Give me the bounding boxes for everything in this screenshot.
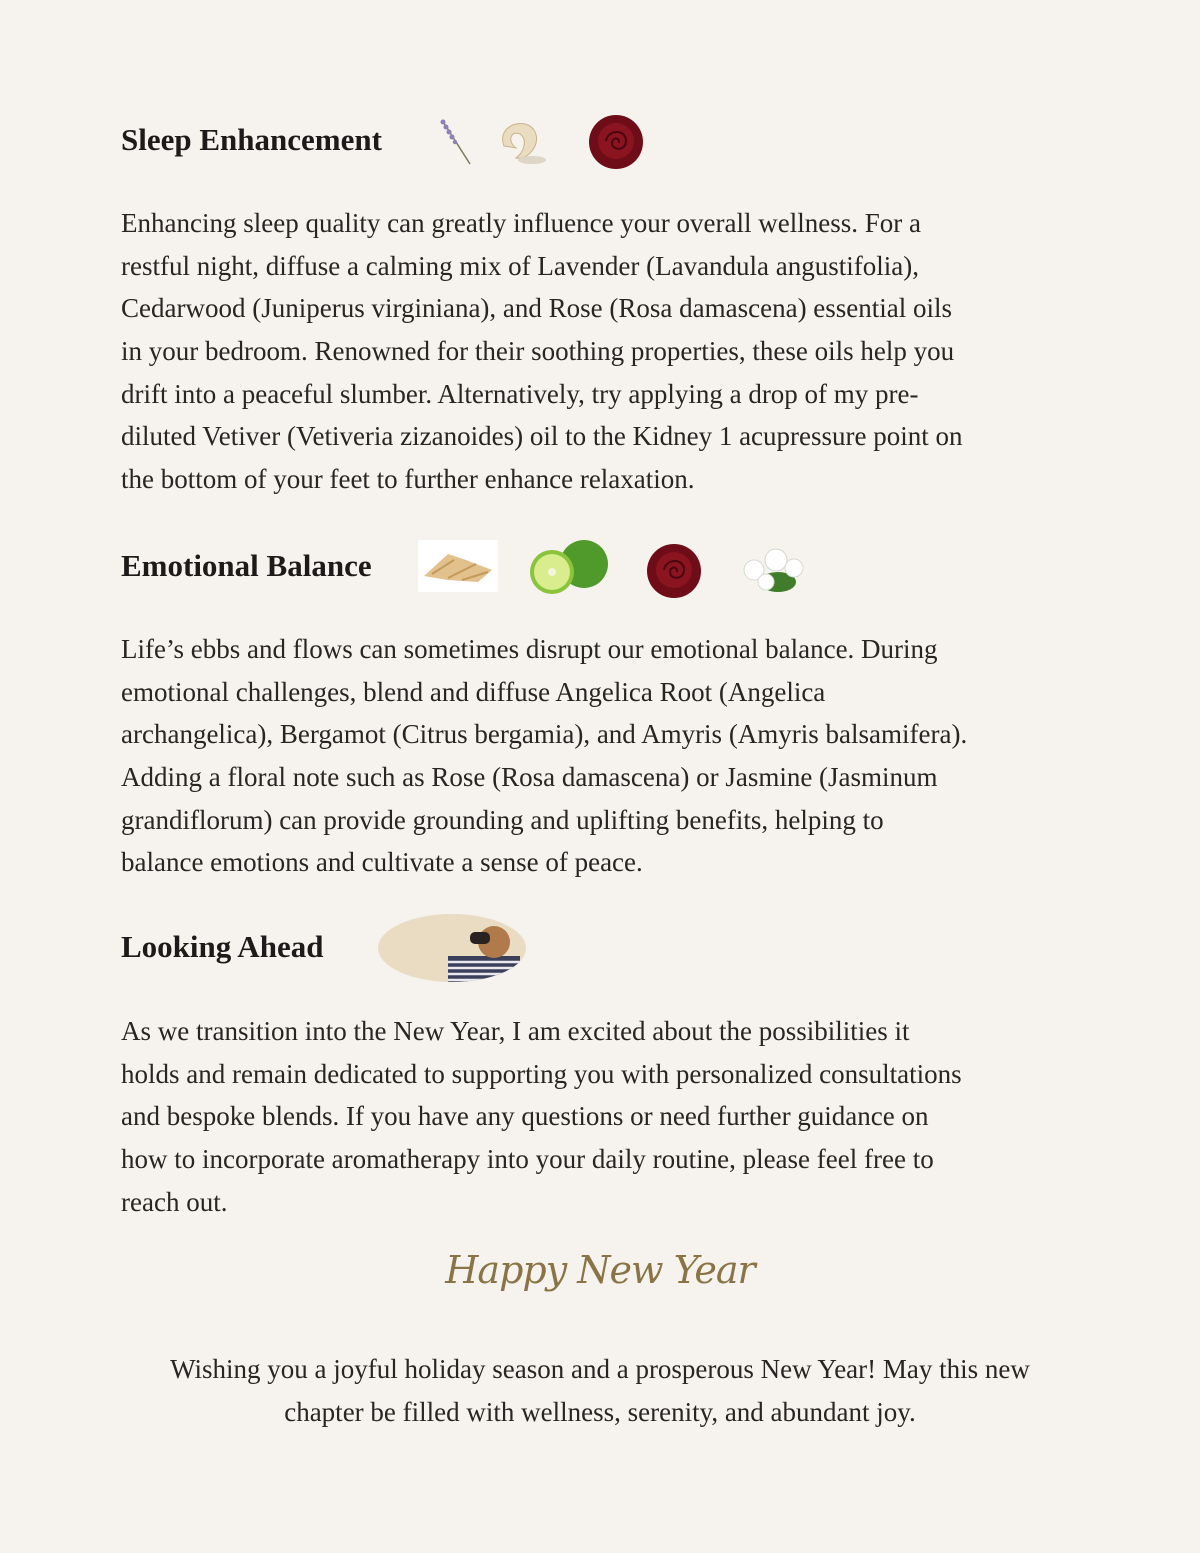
rose-icon	[586, 113, 646, 171]
text-line: Life’s ebbs and flows can sometimes disrupt our emotional balance. During	[121, 634, 938, 664]
text-line: in your bedroom. Renowned for their soothing properties, these oils help you	[121, 336, 955, 367]
text-line: restful night, diffuse a calming mix of Lavender (Lavandula angustifolia),	[121, 250, 920, 281]
section-heading-looking-ahead: Looking Ahead	[121, 929, 324, 964]
rose-icon	[644, 542, 704, 600]
text-line: Wishing you a joyful holiday season and a prosperous New Year! May this new	[170, 1354, 1030, 1384]
text-line: grandiflorum) can provide grounding and uplifting benefits, helping to	[121, 804, 884, 835]
text-line: how to incorporate aromatherapy into your daily routine, please feel free to	[121, 1144, 934, 1175]
sleep-paragraph	[121, 202, 963, 501]
text-line: drift into a peaceful slumber. Alternatively, try applying a drop of my pre-	[121, 378, 919, 409]
happy-new-year-script: Happy New Year	[445, 1248, 755, 1292]
text-line: balance emotions and cultivate a sense of peace.	[121, 847, 643, 878]
text-line: Enhancing sleep quality can greatly influence your overall wellness. For a	[121, 208, 921, 238]
section-heading-emotional: Emotional Balance	[121, 548, 372, 583]
text-line: reach out.	[121, 1186, 228, 1217]
closing-message	[0, 1348, 1200, 1434]
text-line: Adding a floral note such as Rose (Rosa damascena) or Jasmine (Jasminum	[121, 762, 938, 793]
looking-ahead-paragraph	[121, 1010, 962, 1223]
text-line: chapter be filled with wellness, serenity, and abundant joy.	[284, 1397, 916, 1427]
angelica-root-icon	[418, 540, 498, 592]
jasmine-icon	[732, 542, 814, 598]
child-with-binoculars-image	[376, 912, 528, 984]
section-heading-sleep: Sleep Enhancement	[121, 122, 382, 157]
text-line: As we transition into the New Year, I am excited about the possibilities it	[121, 1016, 910, 1046]
lavender-icon	[436, 116, 476, 168]
text-line: and bespoke blends. If you have any questions or need further guidance on	[121, 1101, 929, 1132]
cedarwood-shavings-icon	[494, 116, 552, 168]
text-line: emotional challenges, blend and diffuse Angelica Root (Angelica	[121, 676, 826, 707]
text-line: diluted Vetiver (Vetiveria zizanoides) oil to the Kidney 1 acupressure point on	[121, 421, 963, 452]
bergamot-icon	[524, 536, 612, 598]
text-line: Cedarwood (Juniperus virginiana), and Rose (Rosa damascena) essential oils	[121, 293, 953, 324]
text-line: holds and remain dedicated to supporting you with personalized consultations	[121, 1058, 962, 1089]
text-line: the bottom of your feet to further enhance relaxation.	[121, 464, 695, 495]
text-line: archangelica), Bergamot (Citrus bergamia), and Amyris (Amyris balsamifera).	[121, 719, 968, 750]
emotional-paragraph	[121, 628, 967, 884]
